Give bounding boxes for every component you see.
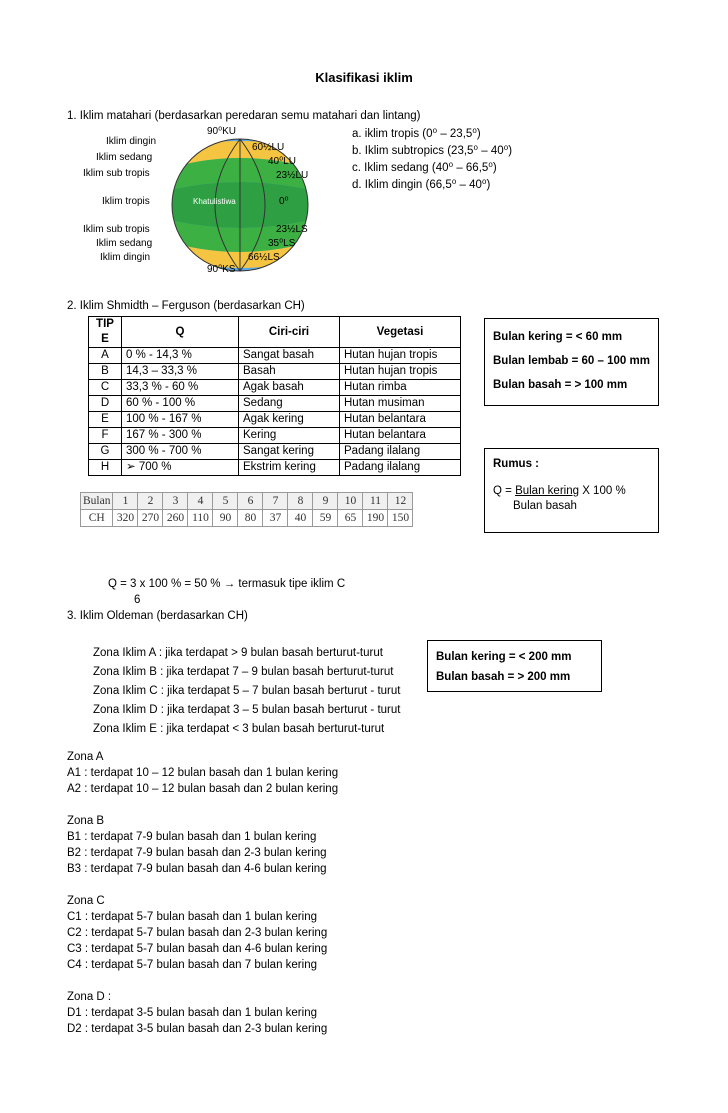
ch-month-cell: 1 [113, 493, 138, 510]
zone-lists [67, 749, 338, 1037]
globe-label: Iklim dingin [100, 252, 151, 263]
zone-title: Zona C [67, 895, 105, 907]
table-header: Ciri-ciri [239, 317, 340, 348]
criteria-line: Bulan kering = < 200 mm [436, 651, 572, 663]
ch-month-cell: 12 [388, 493, 413, 510]
bulan-criteria-box [484, 318, 659, 406]
zone-item: B3 : terdapat 7-9 bulan basah dan 4-6 bulan kering [67, 863, 327, 875]
rumus-numerator: Bulan kering [515, 485, 579, 497]
ch-value-cell: 40 [288, 510, 313, 527]
table-cell: Basah [239, 364, 340, 380]
criteria-line: Bulan kering = < 60 mm [493, 331, 623, 343]
table-cell: ➢ 700 % [122, 460, 239, 476]
zone-block [67, 989, 338, 1037]
criteria-line: Bulan lembab = 60 – 100 mm [493, 355, 650, 367]
zone-title: Zona A [67, 751, 104, 763]
list-item: c. Iklim sedang (40⁰ – 66,5⁰) [352, 162, 497, 174]
ch-month-cell: 7 [263, 493, 288, 510]
ch-value-cell: 260 [163, 510, 188, 527]
table-cell: 167 % - 300 % [122, 428, 239, 444]
ch-month-cell: 5 [213, 493, 238, 510]
ch-month-cell: 6 [238, 493, 263, 510]
table-cell: Padang ilalang [340, 460, 461, 476]
ch-value-cell: 270 [138, 510, 163, 527]
ch-month-cell: 2 [138, 493, 163, 510]
table-cell: 300 % - 700 % [122, 444, 239, 460]
zone-rule: Zona Iklim B : jika terdapat 7 – 9 bulan basah berturut-turut [93, 666, 394, 678]
zone-block [67, 749, 338, 797]
table-row [89, 348, 461, 364]
table-cell: Hutan hujan tropis [340, 364, 461, 380]
table-cell: 0 % - 14,3 % [122, 348, 239, 364]
rumus-formula [493, 484, 650, 499]
table-cell: Sangat kering [239, 444, 340, 460]
table-cell: F [89, 428, 122, 444]
table-cell: Agak basah [239, 380, 340, 396]
globe-label: 40⁰LU [268, 156, 296, 167]
zone-item: C2 : terdapat 5-7 bulan basah dan 2-3 bulan kering [67, 927, 328, 939]
zone-rule: Zona Iklim E : jika terdapat < 3 bulan basah berturut-turut [93, 723, 385, 735]
ch-row-label: CH [81, 510, 113, 527]
globe-label: 23½LU [276, 170, 309, 181]
table-header: TIP E [89, 317, 122, 348]
zone-item: C3 : terdapat 5-7 bulan basah dan 4-6 bulan kering [67, 943, 328, 955]
globe-label-north: 90⁰KU [207, 126, 237, 137]
table-row [89, 380, 461, 396]
table-cell: 100 % - 167 % [122, 412, 239, 428]
ch-value-cell: 80 [238, 510, 263, 527]
globe-label: Iklim sedang [96, 238, 153, 249]
globe-label: 35⁰LS [268, 238, 296, 249]
ch-month-cell: 8 [288, 493, 313, 510]
zone-rule: Zona Iklim C : jika terdapat 5 – 7 bulan basah berturut - turut [93, 685, 401, 697]
table-cell: E [89, 412, 122, 428]
ch-month-cell: 3 [163, 493, 188, 510]
table-cell: Agak kering [239, 412, 340, 428]
section3-heading: 3. Iklim Oldeman (berdasarkan CH) [67, 610, 248, 622]
ch-value-cell: 65 [338, 510, 363, 527]
oldeman-zones [93, 644, 400, 739]
climate-list [352, 126, 512, 194]
rumus-rest: X 100 % [579, 485, 626, 497]
zone-rule: Zona Iklim A : jika terdapat > 9 bulan basah berturut-turut [93, 647, 383, 659]
ch-value-cell: 150 [388, 510, 413, 527]
globe-label: 0⁰ [279, 196, 289, 207]
section1-heading: 1. Iklim matahari (berdasarkan peredaran semu matahari dan lintang) [67, 110, 421, 122]
table-cell: 33,3 % - 60 % [122, 380, 239, 396]
table-cell: Hutan musiman [340, 396, 461, 412]
rumus-denominator: Bulan basah [513, 500, 577, 512]
globe-label: Iklim dingin [106, 136, 157, 147]
table-body [89, 348, 461, 476]
globe-label: Iklim sedang [96, 152, 153, 163]
table-cell: Kering [239, 428, 340, 444]
list-item: a. iklim tropis (0⁰ – 23,5⁰) [352, 128, 481, 140]
table-row [89, 412, 461, 428]
table-row [89, 364, 461, 380]
zone-item: A2 : terdapat 10 – 12 bulan basah dan 2 bulan kering [67, 783, 339, 795]
table-cell: Sangat basah [239, 348, 340, 364]
table-cell: B [89, 364, 122, 380]
ch-value-cell: 59 [313, 510, 338, 527]
ch-row-label: Bulan [81, 493, 113, 510]
schmidt-table [88, 316, 461, 476]
zone-item: D1 : terdapat 3-5 bulan basah dan 1 bulan kering [67, 1007, 317, 1019]
globe-label-south: 90⁰KS [207, 264, 236, 275]
zone-block [67, 893, 338, 973]
table-cell: C [89, 380, 122, 396]
globe-label: Iklim tropis [102, 196, 150, 207]
ch-value-cell: 110 [188, 510, 213, 527]
table-cell: Hutan rimba [340, 380, 461, 396]
table-row [89, 396, 461, 412]
table-cell: Hutan belantara [340, 412, 461, 428]
zone-item: A1 : terdapat 10 – 12 bulan basah dan 1 bulan kering [67, 767, 339, 779]
table-row [89, 428, 461, 444]
rumus-box [484, 448, 659, 533]
ch-value-cell: 37 [263, 510, 288, 527]
table-cell: Padang ilalang [340, 444, 461, 460]
rumus-q: Q = [493, 485, 516, 497]
oldeman-criteria-box [427, 640, 602, 692]
ch-value-row [81, 510, 413, 527]
ch-month-cell: 11 [363, 493, 388, 510]
table-row [89, 460, 461, 476]
globe-label: Iklim sub tropis [83, 224, 150, 235]
zone-item: D2 : terdapat 3-5 bulan basah dan 2-3 bulan kering [67, 1023, 328, 1035]
zone-title: Zona D : [67, 991, 112, 1003]
zone-block [67, 813, 338, 877]
zone-item: B1 : terdapat 7-9 bulan basah dan 1 bulan kering [67, 831, 317, 843]
globe-label-equator: Khatulistiwa [193, 197, 236, 206]
zone-item: C4 : terdapat 5-7 bulan basah dan 7 bulan kering [67, 959, 317, 971]
list-item: d. Iklim dingin (66,5⁰ – 40⁰) [352, 179, 491, 191]
zone-item: C1 : terdapat 5-7 bulan basah dan 1 bulan kering [67, 911, 317, 923]
ch-value-cell: 320 [113, 510, 138, 527]
ch-month-cell: 10 [338, 493, 363, 510]
section2-heading: 2. Iklim Shmidth – Ferguson (berdasarkan CH) [67, 300, 305, 312]
table-cell: Hutan hujan tropis [340, 348, 461, 364]
table-header: Q [122, 317, 239, 348]
globe-label: Iklim sub tropis [83, 168, 150, 179]
list-item: b. Iklim subtropics (23,5⁰ – 40⁰) [352, 145, 513, 157]
criteria-line: Bulan basah = > 100 mm [493, 379, 628, 391]
ch-month-cell: 9 [313, 493, 338, 510]
criteria-line: Bulan basah = > 200 mm [436, 671, 571, 683]
table-cell: 14,3 – 33,3 % [122, 364, 239, 380]
globe-label: 23½LS [276, 224, 308, 235]
table-cell: Sedang [239, 396, 340, 412]
table-cell: Hutan belantara [340, 428, 461, 444]
zone-rule: Zona Iklim D : jika terdapat 3 – 5 bulan basah berturut - turut [93, 704, 401, 716]
rumus-label: Rumus : [493, 458, 539, 470]
zone-item: B2 : terdapat 7-9 bulan basah dan 2-3 bulan kering [67, 847, 327, 859]
globe-label: 60½LU [252, 142, 285, 153]
table-header: Vegetasi [340, 317, 461, 348]
q-calculation-denominator: 6 [134, 594, 141, 606]
globe-label: 66½LS [248, 252, 280, 263]
table-cell: A [89, 348, 122, 364]
ch-value-cell: 190 [363, 510, 388, 527]
table-row [89, 444, 461, 460]
globe-diagram [80, 126, 320, 280]
q-calculation: Q = 3 x 100 % = 50 % → termasuk tipe iklim C [108, 578, 346, 590]
zone-title: Zona B [67, 815, 105, 827]
table-cell: G [89, 444, 122, 460]
table-cell: 60 % - 100 % [122, 396, 239, 412]
page-title: Klasifikasi iklim [315, 70, 413, 85]
table-cell: Ekstrim kering [239, 460, 340, 476]
ch-month-cell: 4 [188, 493, 213, 510]
ch-value-cell: 90 [213, 510, 238, 527]
table-cell: D [89, 396, 122, 412]
ch-month-row [81, 493, 413, 510]
ch-table [80, 492, 413, 527]
table-cell: H [89, 460, 122, 476]
